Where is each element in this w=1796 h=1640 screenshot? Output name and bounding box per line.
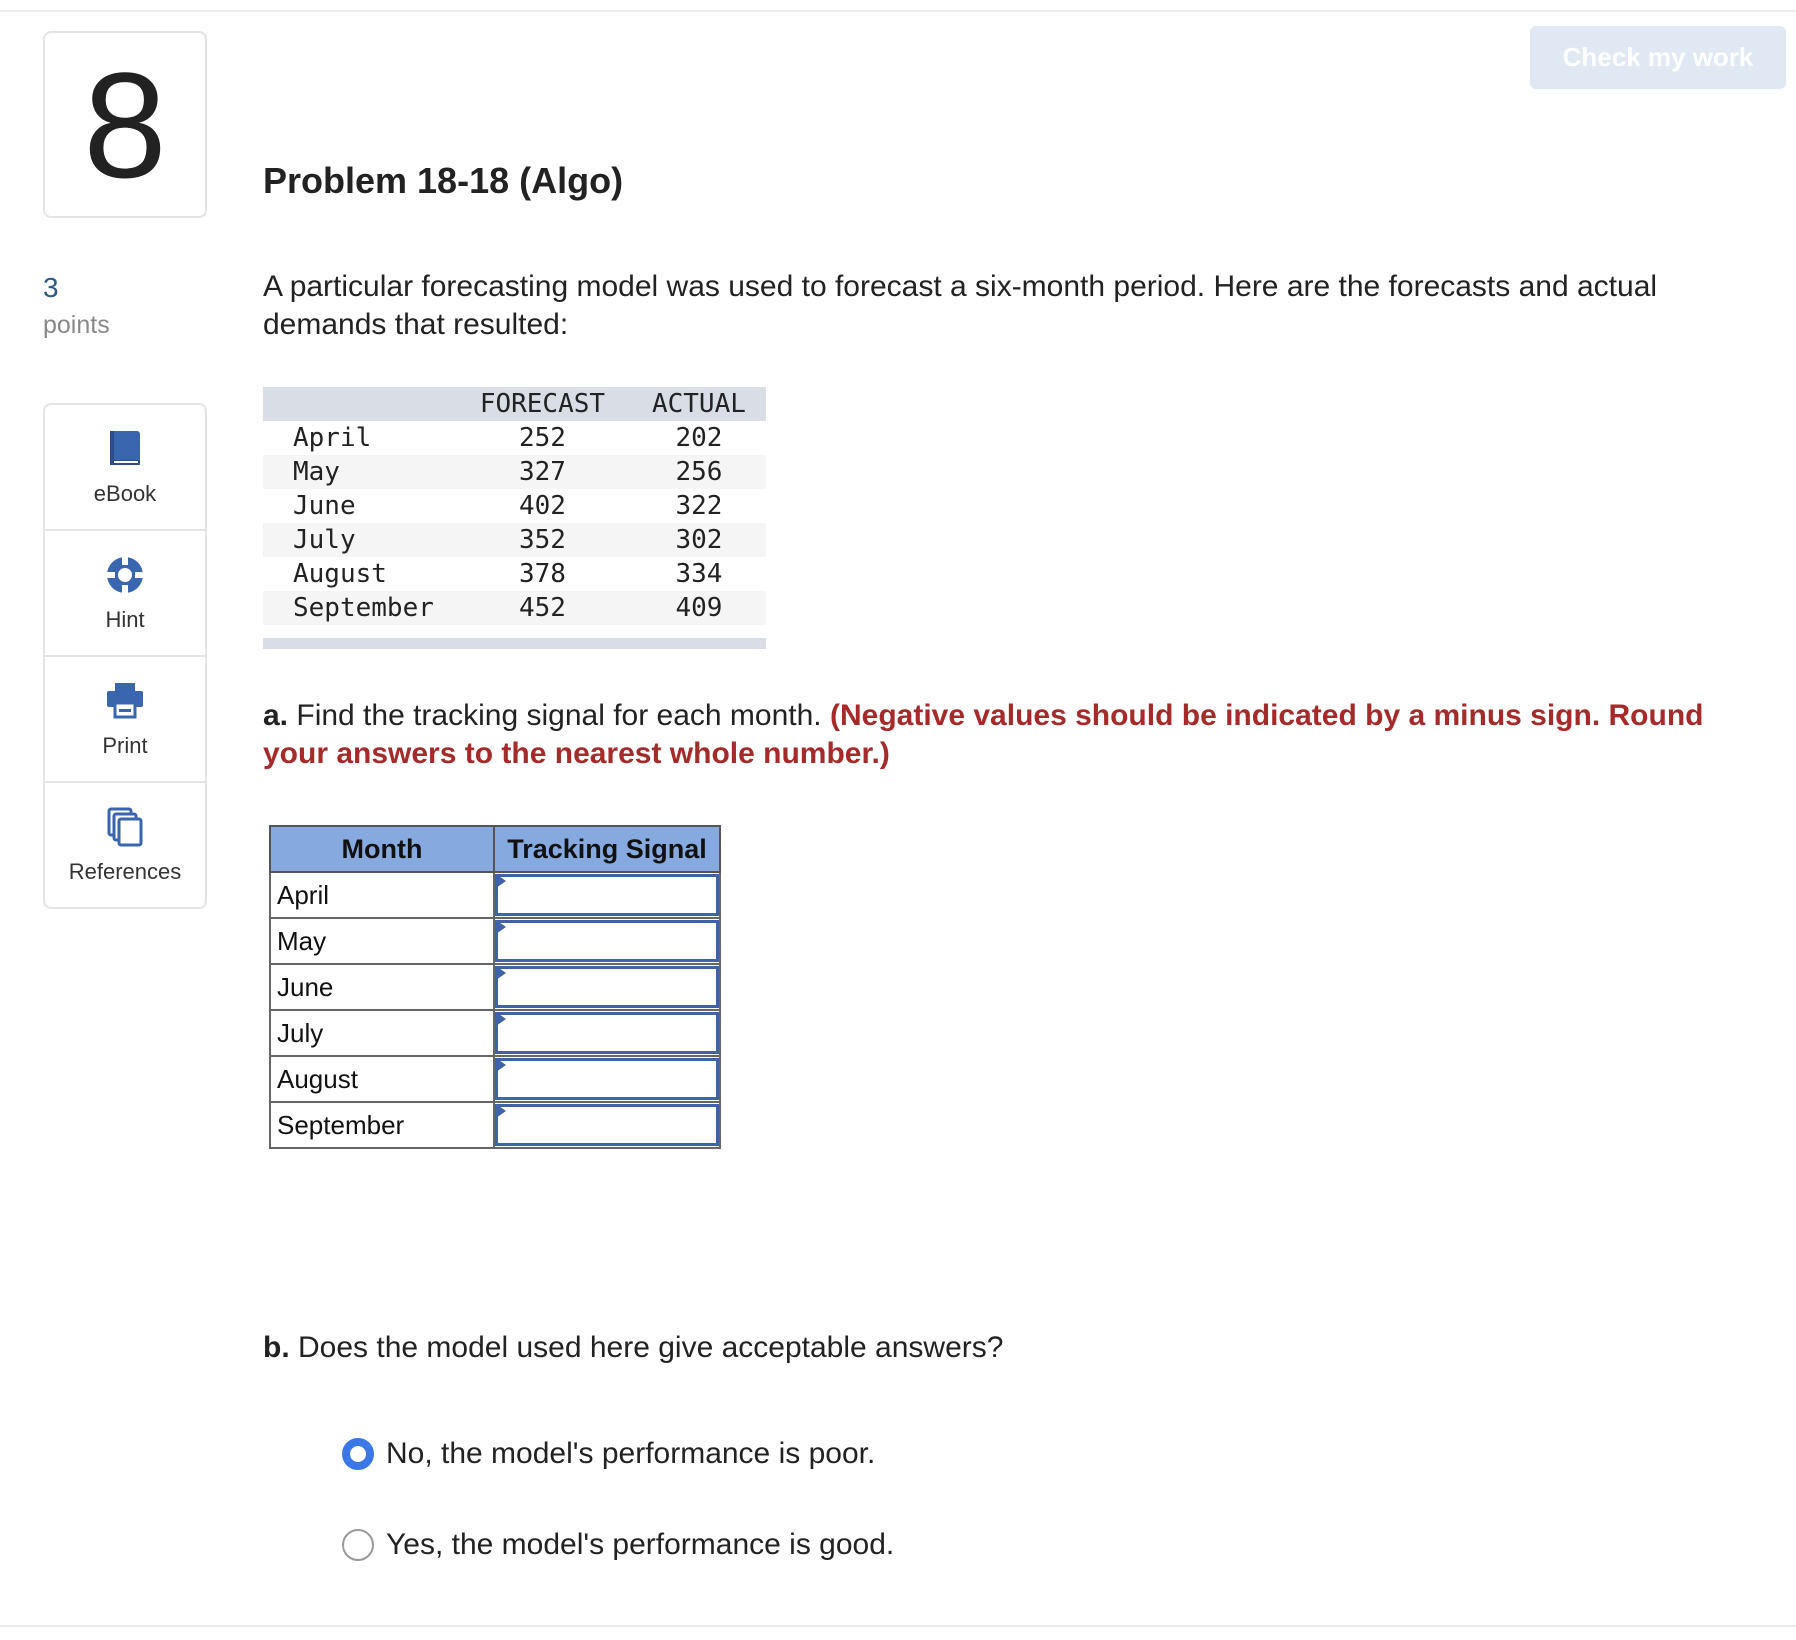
table-row [263, 523, 766, 557]
table-row [270, 918, 720, 964]
tracking-signal-input-april[interactable] [495, 874, 719, 916]
radio-good[interactable] [342, 1529, 374, 1561]
data-forecast: 402 [518, 491, 566, 521]
tools-panel [43, 403, 207, 909]
tracking-signal-input-july[interactable] [495, 1012, 719, 1054]
print-button[interactable] [45, 657, 205, 783]
answer-cell [494, 964, 720, 1010]
option-good[interactable] [342, 1528, 894, 1562]
ebook-button[interactable] [45, 405, 205, 531]
part-a-text: Find the tracking signal for each month. [288, 699, 830, 732]
data-actual: 302 [632, 523, 766, 557]
answer-month: April [270, 872, 494, 918]
forecast-data-table [263, 387, 766, 625]
ebook-label: eBook [93, 481, 157, 506]
points-label: points [43, 311, 110, 339]
answer-header-month: Month [270, 826, 494, 872]
problem-intro: A particular forecasting model was used to forecast a six-month period. Here are the forecasts and actual demands that resulted: [263, 270, 1658, 341]
data-header-forecast: FORECAST [453, 387, 632, 421]
data-header-actual: ACTUAL [632, 387, 766, 421]
part-a-label: a. [263, 699, 289, 732]
data-forecast: 252 [518, 423, 566, 453]
data-forecast: 327 [453, 455, 632, 489]
input-marker-icon [496, 1058, 506, 1072]
input-marker-icon [496, 1104, 506, 1118]
table-row [270, 1056, 720, 1102]
part-b-prompt [263, 1329, 1003, 1367]
print-label: Print [102, 733, 148, 758]
references-button[interactable] [45, 783, 205, 909]
answer-cell [494, 1056, 720, 1102]
data-actual: 202 [675, 423, 723, 453]
documents-icon [103, 805, 147, 849]
data-month: July [263, 523, 453, 557]
problem-title: Problem 18-18 (Algo) [263, 160, 624, 201]
data-month: September [263, 591, 453, 625]
top-divider [0, 10, 1796, 12]
data-month: June [293, 491, 356, 521]
data-forecast: 352 [453, 523, 632, 557]
hint-button[interactable] [45, 531, 205, 657]
tracking-signal-input-may[interactable] [495, 920, 719, 962]
data-month: May [263, 455, 453, 489]
tracking-signal-input-june[interactable] [495, 966, 719, 1008]
answer-month: August [270, 1056, 494, 1102]
data-forecast: 452 [453, 591, 632, 625]
tracking-signal-input-september[interactable] [495, 1104, 719, 1146]
data-actual: 322 [675, 491, 723, 521]
hint-label: Hint [105, 607, 145, 632]
data-month: April [293, 423, 372, 453]
book-icon [103, 427, 147, 471]
table-row [270, 964, 720, 1010]
data-month: August [293, 559, 387, 589]
answer-cell [494, 1010, 720, 1056]
table-row [263, 591, 766, 625]
input-marker-icon [496, 920, 506, 934]
answer-month: September [270, 1102, 494, 1148]
answer-month: June [270, 964, 494, 1010]
part-b-label: b. [263, 1331, 290, 1364]
tracking-signal-input-august[interactable] [495, 1058, 719, 1100]
table-row [263, 421, 766, 455]
data-header-month [263, 387, 453, 421]
data-actual: 409 [632, 591, 766, 625]
data-forecast: 378 [518, 559, 566, 589]
points-value: 3 [43, 272, 59, 303]
answer-cell [494, 918, 720, 964]
answer-header-tracking-signal: Tracking Signal [494, 826, 720, 872]
data-table-footer [263, 638, 766, 649]
printer-icon [103, 679, 147, 723]
option-good-label: Yes, the model's performance is good. [386, 1528, 895, 1561]
option-poor[interactable] [342, 1437, 875, 1471]
input-marker-icon [496, 1012, 506, 1026]
data-actual: 334 [675, 559, 723, 589]
lifebuoy-icon [103, 553, 147, 597]
table-row [270, 1010, 720, 1056]
table-row [270, 872, 720, 918]
part-a-instruction: (Negative values should be indicated by a minus sign. Round your answers to the nearest whole number.) [263, 699, 1704, 770]
answer-cell [494, 1102, 720, 1148]
input-marker-icon [496, 874, 506, 888]
bottom-divider [0, 1625, 1796, 1627]
question-number: 8 [43, 31, 207, 218]
answer-month: May [270, 918, 494, 964]
part-a-prompt [263, 697, 1743, 773]
part-b-text: Does the model used here give acceptable answers? [289, 1331, 1004, 1364]
input-marker-icon [496, 966, 506, 980]
answer-month: July [270, 1010, 494, 1056]
table-row [270, 1102, 720, 1148]
radio-poor[interactable] [342, 1438, 374, 1470]
table-row [263, 489, 766, 523]
check-my-work-button[interactable]: Check my work [1530, 26, 1786, 89]
answer-cell [494, 872, 720, 918]
tracking-signal-table [269, 825, 721, 1149]
table-row [263, 557, 766, 591]
data-actual: 256 [632, 455, 766, 489]
references-label: References [68, 859, 182, 884]
option-poor-label: No, the model's performance is poor. [386, 1437, 876, 1470]
table-row [263, 455, 766, 489]
